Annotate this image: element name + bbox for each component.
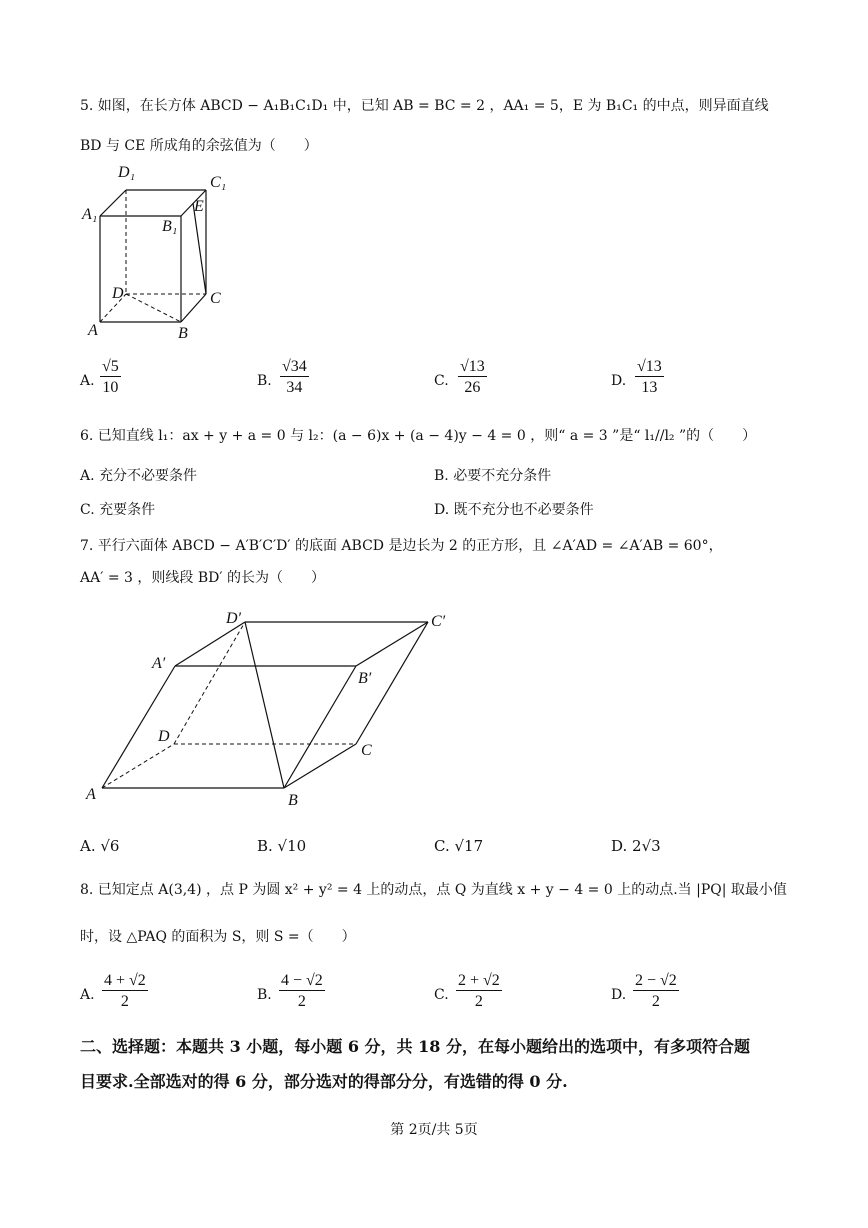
q7-label-d-prime: D′	[226, 610, 242, 627]
q7-label-d: D	[158, 728, 170, 745]
q7-parallelepiped-figure	[80, 600, 480, 820]
q8-option-c-num: 2 + √2	[458, 972, 500, 989]
q8-option-a	[102, 972, 148, 1011]
q5-option-c-letter: C.	[434, 373, 449, 389]
q7-label-b: B	[288, 792, 298, 809]
q5-label-e: E	[194, 198, 204, 215]
q6-option-c: C. 充要条件	[80, 502, 156, 518]
q7-label-c: C	[361, 742, 372, 759]
section2-heading-line2: 目要求.全部选对的得 6 分，部分选对的得部分分，有选错的得 0 分.	[80, 1072, 568, 1091]
q5-stem-line2: BD 与 CE 所成角的余弦值为（ ）	[80, 138, 318, 154]
q5-label-a: A	[88, 322, 98, 339]
q7-stem-line1: 7. 平行六面体 ABCD − A′B′C′D′ 的底面 ABCD 是边长为 2 的正方形，且 ∠A′AD = ∠A′AB = 60°，	[80, 538, 723, 554]
q6-option-d: D. 既不充分也不必要条件	[434, 502, 594, 518]
q7-option-a: A. √6	[80, 837, 120, 855]
q5-option-d-num: √13	[637, 358, 662, 375]
q5-label-b: B	[178, 325, 188, 342]
q5-option-d-den: 13	[641, 379, 658, 396]
q5-option-d	[635, 358, 664, 397]
q5-option-a-den: 10	[102, 379, 119, 396]
q7-option-b: B. √10	[257, 837, 307, 855]
q5-option-b-num: √34	[282, 358, 307, 375]
q6-option-b: B. 必要不充分条件	[434, 468, 552, 484]
q5-label-c1: C₁	[210, 174, 227, 191]
q5-option-b-letter: B.	[257, 373, 272, 389]
q5-option-d-letter: D.	[611, 373, 627, 389]
q7-label-a-prime: A′	[152, 655, 166, 672]
q8-option-b-letter: B.	[257, 987, 272, 1003]
q5-label-d1: D₁	[118, 164, 136, 181]
q6-option-a: A. 充分不必要条件	[80, 468, 198, 484]
q5-stem-line1: 5. 如图，在长方体 ABCD − A₁B₁C₁D₁ 中，已知 AB = BC = 2 ，AA₁ = 5，E 为 B₁C₁ 的中点，则异面直线	[80, 98, 769, 114]
q8-option-b-den: 2	[297, 993, 306, 1010]
q8-option-c-den: 2	[474, 993, 483, 1010]
q8-option-a-num: 4 + √2	[104, 972, 146, 989]
q5-option-c-num: √13	[460, 358, 485, 375]
q5-label-b1: B₁	[162, 218, 178, 235]
q8-stem-line1: 8. 已知定点 A(3,4) ，点 P 为圆 x² + y² = 4 上的动点，点 Q 为直线 x + y − 4 = 0 上的动点.当 |PQ| 取最小值	[80, 882, 787, 898]
q7-label-c-prime: C′	[431, 613, 446, 630]
q5-option-a-letter: A.	[80, 373, 95, 389]
q8-option-b	[279, 972, 325, 1011]
q5-option-a-num: √5	[102, 358, 119, 375]
q5-option-c-den: 26	[464, 379, 481, 396]
q5-option-b-den: 34	[286, 379, 303, 396]
q5-option-a	[100, 358, 121, 397]
q5-label-a1: A₁	[82, 206, 98, 223]
q8-option-c-letter: C.	[434, 987, 449, 1003]
q8-option-d	[633, 972, 679, 1011]
q7-label-b-prime: B′	[358, 670, 372, 687]
q5-option-b	[280, 358, 309, 397]
q8-option-a-den: 2	[120, 993, 129, 1010]
page-footer: 第 2页/共 5页	[390, 1122, 478, 1138]
q8-option-c	[456, 972, 502, 1011]
q7-option-c: C. √17	[434, 837, 484, 855]
q8-option-d-letter: D.	[611, 987, 627, 1003]
q8-option-a-letter: A.	[80, 987, 95, 1003]
q5-label-c: C	[210, 290, 221, 307]
q5-option-c	[458, 358, 487, 397]
section2-heading-line1: 二、选择题：本题共 3 小题，每小题 6 分，共 18 分，在每小题给出的选项中，有多项符合题	[80, 1037, 750, 1056]
q8-option-d-den: 2	[651, 993, 660, 1010]
q8-stem-line2: 时，设 △PAQ 的面积为 S，则 S =（ ）	[80, 929, 356, 945]
q6-stem: 6. 已知直线 l₁：ax + y + a = 0 与 l₂：(a − 6)x + (a − 4)y − 4 = 0 ，则“ a = 3 ”是“ l₁//l₂ ”的（ ）	[80, 428, 757, 444]
q7-label-a: A	[86, 786, 96, 803]
q7-stem-line2: AA′ = 3 ，则线段 BD′ 的长为（ ）	[80, 570, 325, 586]
q7-option-d: D. 2√3	[611, 837, 661, 855]
q5-label-d: D	[112, 285, 124, 302]
q8-option-d-num: 2 − √2	[635, 972, 677, 989]
q8-option-b-num: 4 − √2	[281, 972, 323, 989]
